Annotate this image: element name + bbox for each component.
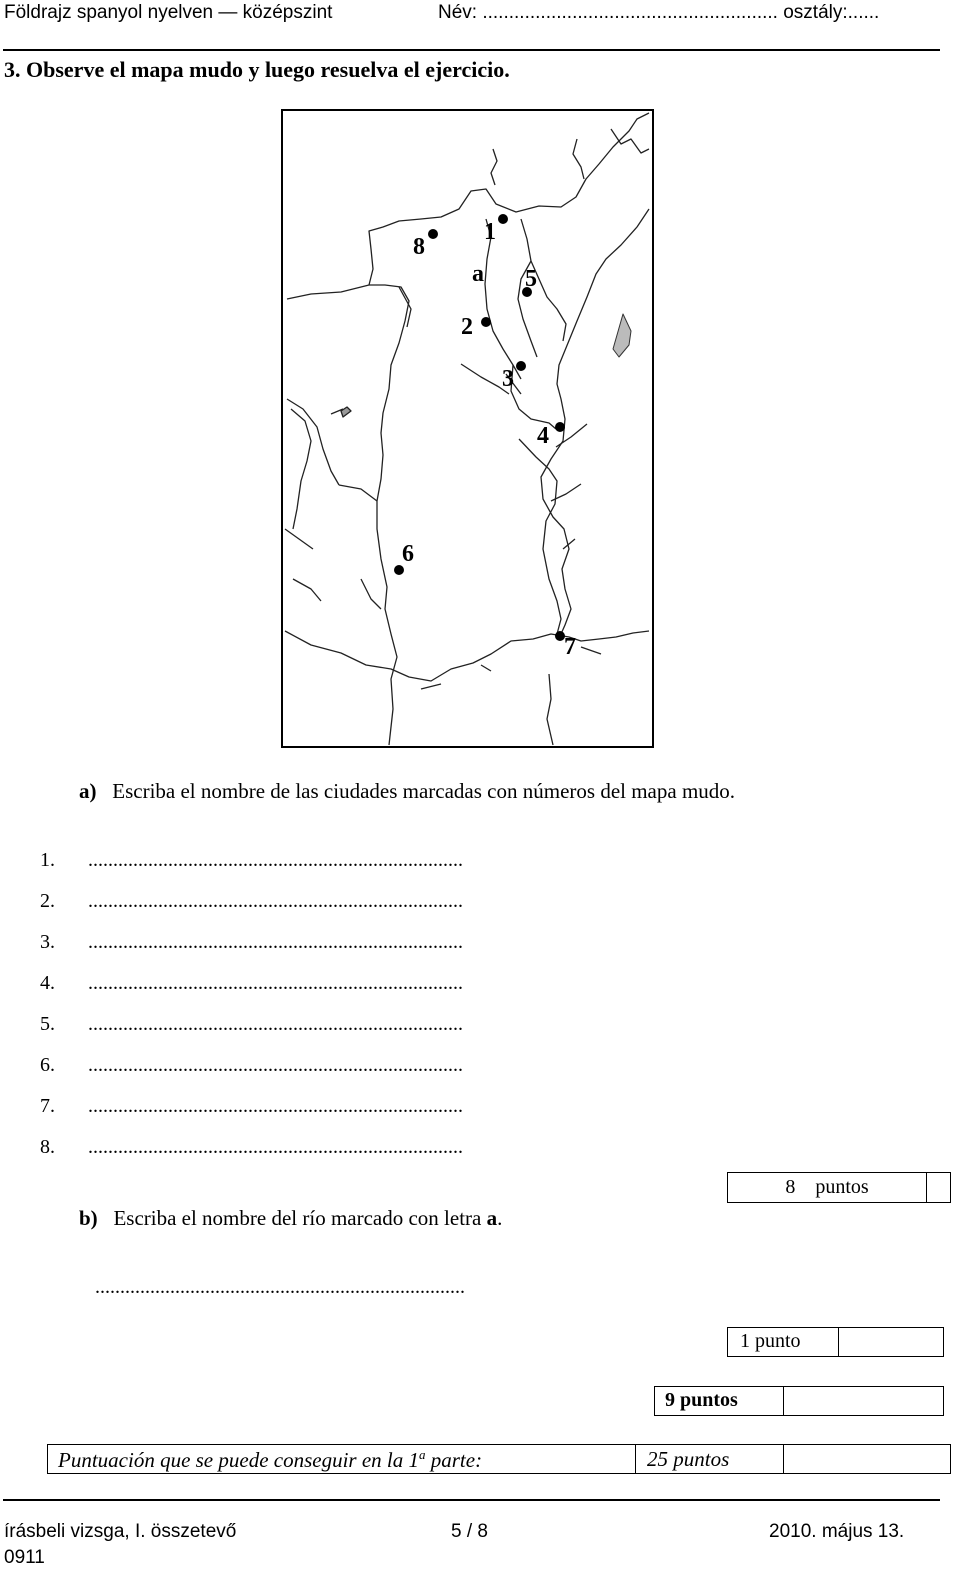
answer-dots: ........................................................................... (88, 1013, 463, 1035)
answer-number: 7. (40, 1095, 55, 1117)
part-b-period: . (497, 1206, 503, 1230)
part-summary-points: 25 puntos (647, 1447, 730, 1471)
part-a-text: Escriba el nombre de las ciudades marcadas con números del mapa mudo. (112, 779, 736, 803)
map-marker-a: a (472, 261, 484, 287)
part-b-answer-line[interactable]: .......................................................................... (95, 1276, 465, 1298)
footer-code: 0911 (4, 1547, 45, 1568)
footer-page-number: 5 / 8 (451, 1521, 488, 1542)
answer-dots: ........................................................................... (88, 931, 463, 953)
task-title: 3. Observe el mapa mudo y luego resuelva el ejercicio. (4, 57, 510, 82)
map-marker-8: 8 (413, 234, 425, 260)
summary-label-suffix: parte: (425, 1448, 483, 1472)
answer-number: 3. (40, 931, 55, 953)
answer-line-5[interactable] (40, 1013, 463, 1036)
part-a-score-label: 8 puntos (785, 1176, 869, 1198)
answer-dots: ........................................................................... (88, 1136, 463, 1158)
answer-number: 2. (40, 890, 55, 912)
footer-rule (3, 1499, 940, 1501)
task-total-cell[interactable] (783, 1387, 784, 1415)
footer-exam-part: írásbeli vizsga, I. összetevő (4, 1521, 237, 1542)
answer-dots: ........................................................................... (88, 972, 463, 994)
part-a-score-box (727, 1172, 951, 1203)
answer-line-4[interactable] (40, 972, 463, 995)
task-total-label: 9 puntos (665, 1389, 738, 1411)
answer-number: 5. (40, 1013, 55, 1035)
part-b-question (79, 1206, 502, 1231)
answer-number: 8. (40, 1136, 55, 1158)
answer-number: 1. (40, 849, 55, 871)
answer-line-6[interactable] (40, 1054, 463, 1077)
map-marker-4: 4 (537, 423, 549, 449)
part-b-river-letter: a (486, 1206, 498, 1230)
part-b-text: Escriba el nombre del río marcado con letra (113, 1206, 487, 1230)
part-b-score-label: 1 punto (740, 1330, 801, 1352)
answer-dots: ........................................................................... (88, 849, 463, 871)
header-rule (3, 49, 940, 51)
answer-number: 4. (40, 972, 55, 994)
part-summary-divider (635, 1445, 636, 1473)
part-b-score-cell[interactable] (838, 1328, 839, 1356)
footer-date: 2010. május 13. (769, 1521, 905, 1542)
answer-number: 6. (40, 1054, 55, 1076)
blank-map (281, 109, 654, 748)
answer-line-1[interactable] (40, 849, 463, 872)
answer-line-2[interactable] (40, 890, 463, 913)
map-marker-2: 2 (461, 314, 473, 340)
part-a-letter: a) (79, 779, 97, 803)
part-summary-label (58, 1447, 482, 1473)
part-b-score-box (727, 1327, 944, 1357)
map-marker-6: 6 (402, 541, 414, 567)
part-summary-cell[interactable] (783, 1445, 784, 1473)
answer-dots: ........................................................................... (88, 1095, 463, 1117)
summary-label-superscript: a (419, 1447, 426, 1462)
map-marker-5: 5 (525, 266, 537, 292)
answer-line-3[interactable] (40, 931, 463, 954)
part-a-score-cell[interactable] (926, 1173, 927, 1202)
summary-label-text: Puntuación que se puede conseguir en la 1 (58, 1448, 419, 1472)
answer-line-8[interactable] (40, 1136, 463, 1159)
answer-line-7[interactable] (40, 1095, 463, 1118)
part-summary-box (47, 1444, 951, 1474)
answer-dots: ........................................................................... (88, 890, 463, 912)
part-b-letter: b) (79, 1206, 98, 1230)
header-subject: Földrajz spanyol nyelven — középszint (4, 2, 333, 23)
map-marker-7: 7 (564, 634, 576, 660)
part-a-question (79, 779, 735, 804)
task-total-box (654, 1386, 944, 1416)
header-name-class: Név: ........................................................ osztály:...... (438, 2, 880, 23)
blank-map-svg (281, 109, 654, 748)
answer-dots: ........................................................................... (88, 1054, 463, 1076)
map-marker-1: 1 (484, 219, 496, 245)
map-marker-3: 3 (502, 366, 514, 392)
